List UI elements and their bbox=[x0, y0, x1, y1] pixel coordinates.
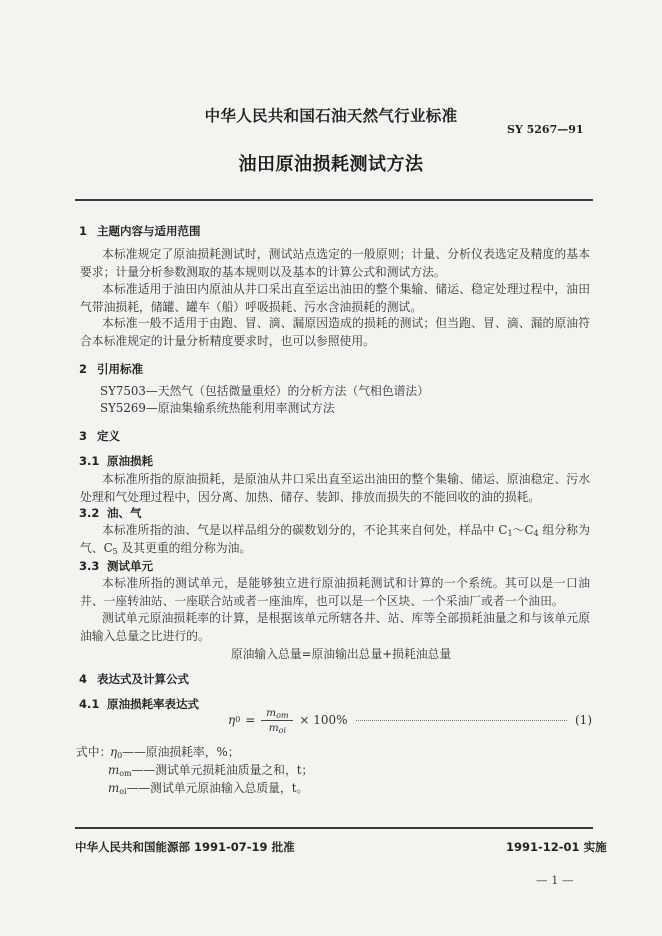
standard-code: SY 5267—91 bbox=[507, 123, 584, 136]
section-title: 表达式及计算公式 bbox=[97, 672, 190, 686]
mass-symbol: m bbox=[268, 721, 279, 734]
subscript: 4 bbox=[533, 529, 539, 538]
section-3-heading bbox=[79, 428, 120, 444]
equals-sign: = bbox=[245, 713, 256, 727]
denominator-subscript: oi bbox=[278, 725, 287, 735]
subsection-title: 原油损耗 bbox=[107, 454, 154, 468]
symbol: m bbox=[108, 781, 120, 795]
section-title: 引用标准 bbox=[97, 362, 144, 376]
percent-factor: × 100% bbox=[299, 713, 348, 727]
section-2-heading bbox=[79, 361, 143, 377]
subscript: oi bbox=[119, 787, 127, 796]
symbol: m bbox=[108, 763, 120, 777]
loss-rate-formula: η 0 = $\frac{m_{om}}{m_{oi}}$ × 100% (1) bbox=[228, 706, 592, 735]
effective-date: 1991-12-01 实施 bbox=[506, 840, 607, 854]
subsection-3-2-paragraph bbox=[80, 522, 590, 557]
reference-item: SY5269—原油集输系统热能利用率测试方法 bbox=[100, 401, 335, 415]
subsection-title: 测试单元 bbox=[107, 559, 154, 573]
subscript: 0 bbox=[117, 751, 123, 760]
fraction-bar bbox=[261, 720, 293, 721]
subsection-number: 3.3 bbox=[79, 559, 100, 573]
section-1-paragraph-2: 本标准适用于油田内原油从井口采出直至运出油田的整个集输、储运、稳定处理过程中，油田气带油损耗，储罐、罐车（船）呼吸损耗、污水含油损耗的测试。 bbox=[80, 282, 590, 314]
section-1-paragraph-3: 本标准一般不适用于由跑、冒、滴、漏原因造成的损耗的测试；但当跑、冒、滴、漏的原油符合本标准规定的计量分析精度要求时，也可以参照使用。 bbox=[80, 316, 590, 348]
text-run: 及其更重的组分称为油。 bbox=[117, 540, 252, 555]
denominator bbox=[269, 722, 286, 734]
subsection-3-3-paragraph-1: 本标准所指的测试单元，是能够独立进行原油损耗测试和计算的一个系统。其可以是一口油井、一座转油站、一座联合站或者一座油库，也可以是一个区块、一个采油厂或者一个油田。 bbox=[80, 576, 590, 608]
subsection-number: 3.1 bbox=[79, 454, 100, 468]
balance-equation: 原油输入总量=原油输出总量+损耗油总量 bbox=[230, 647, 452, 661]
section-1-heading bbox=[79, 223, 201, 239]
subscript: 5 bbox=[112, 546, 118, 556]
document-title: 油田原油损耗测试方法 bbox=[238, 154, 424, 175]
section-title: 定义 bbox=[97, 429, 121, 443]
text-run: 本标准所指的油、气是以样品组分的碳数划分的，不论其来自何处，样品中 C bbox=[102, 523, 508, 537]
section-number: 3 bbox=[79, 429, 88, 443]
dot-leader bbox=[356, 720, 567, 721]
section-4-heading bbox=[79, 671, 189, 687]
subsection-3-1-paragraph: 本标准所指的原油损耗，是原油从井口采出直至运出油田的整个集输、储运、原油稳定、污水处理和气处理过程中，因分离、加热、储存、装卸、排放而损失的不能回收的油的损耗。 bbox=[80, 472, 590, 504]
issuing-organization: 中华人民共和国石油天然气行业标准 bbox=[204, 107, 458, 125]
numerator bbox=[266, 707, 288, 719]
subscript: om bbox=[119, 769, 132, 778]
definition-eta bbox=[110, 743, 240, 760]
eta-symbol: η bbox=[228, 713, 236, 727]
header-rule bbox=[75, 199, 593, 201]
numerator-subscript: om bbox=[276, 710, 289, 720]
definition-m-om bbox=[108, 761, 313, 778]
subsection-title: 原油损耗率表达式 bbox=[107, 697, 200, 711]
section-1-paragraph-1: 本标准规定了原油损耗测试时，测试站点选定的一般原则；计量、分析仪表选定及精度的基本要求；计量分析参数测取的基本规则以及基本的计算公式和测试方法。 bbox=[80, 247, 590, 279]
subsection-number: 3.2 bbox=[79, 506, 100, 520]
subscript: 1 bbox=[507, 529, 513, 538]
definition-text: ——测试单元损耗油质量之和，t； bbox=[131, 763, 314, 777]
reference-item: SY7503—天然气（包括微量重烃）的分析方法（气相色谱法） bbox=[100, 384, 430, 398]
subsection-3-2-heading bbox=[79, 505, 142, 521]
footer-rule bbox=[75, 827, 593, 829]
mass-symbol: m bbox=[266, 706, 277, 719]
equation-number: (1) bbox=[575, 713, 592, 727]
definition-text: ——测试单元原油输入总质量，t。 bbox=[126, 781, 309, 795]
text-run: ～C bbox=[512, 523, 534, 537]
fraction bbox=[261, 707, 293, 734]
section-number: 2 bbox=[79, 362, 88, 376]
section-number: 4 bbox=[79, 672, 88, 686]
subsection-3-3-paragraph-2: 测试单元原油损耗率的计算，是根据该单元所辖各井、站、库等全部损耗油量之和与该单元原油输入总量之比进行的。 bbox=[80, 611, 590, 643]
subsection-title: 油、气 bbox=[107, 506, 142, 520]
text-run: 组分称为气、C bbox=[80, 523, 590, 555]
where-lead: 式中： bbox=[76, 745, 112, 759]
section-title: 主题内容与适用范围 bbox=[97, 224, 201, 238]
symbol: η bbox=[110, 745, 118, 759]
page-number: — 1 — bbox=[536, 873, 574, 887]
approval-line: 中华人民共和国能源部 1991-07-19 批准 bbox=[75, 840, 295, 854]
subsection-number: 4.1 bbox=[79, 697, 100, 711]
subsection-3-1-heading bbox=[79, 453, 153, 469]
subsection-3-3-heading bbox=[79, 558, 153, 574]
definition-text: ——原油损耗率，%； bbox=[122, 745, 240, 759]
subsection-4-1-heading bbox=[79, 696, 199, 712]
definition-m-oi bbox=[108, 779, 308, 796]
section-number: 1 bbox=[79, 224, 88, 238]
